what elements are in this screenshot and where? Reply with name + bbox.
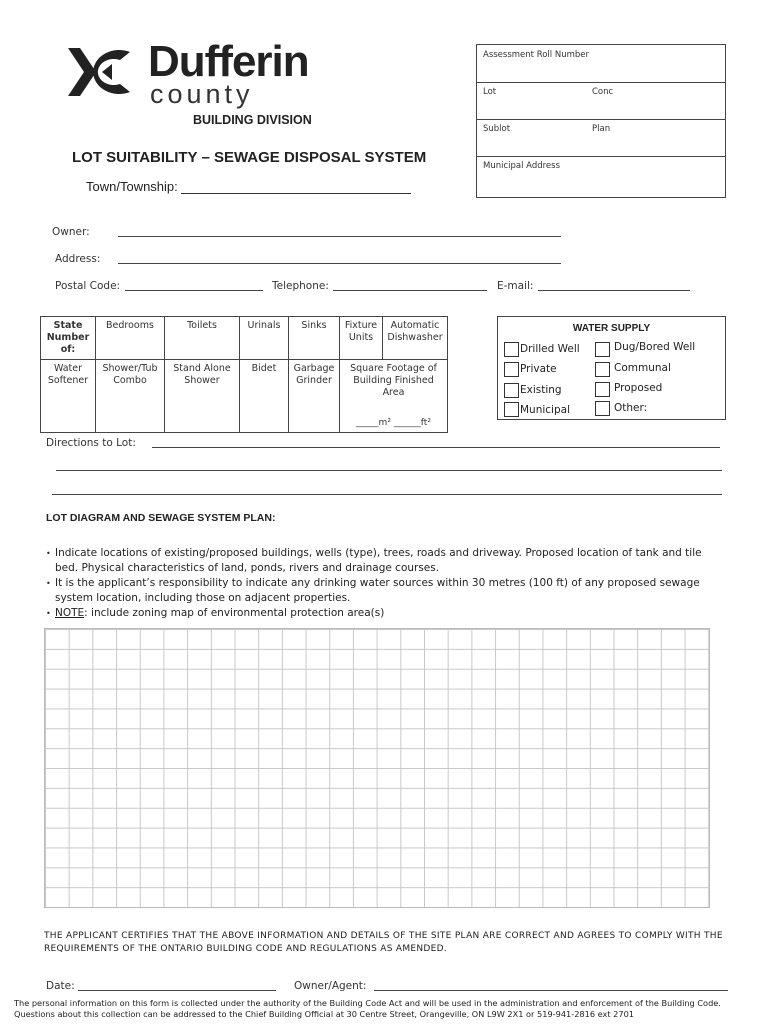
postal-code-label: Postal Code: xyxy=(55,280,121,292)
drilled-well-checkbox[interactable] xyxy=(504,342,519,357)
other-checkbox[interactable] xyxy=(595,401,610,416)
area-ft2[interactable]: ______ft² xyxy=(393,418,431,428)
municipal-checkbox[interactable] xyxy=(504,402,519,417)
directions-line-2[interactable] xyxy=(56,470,722,471)
township-field[interactable] xyxy=(86,179,411,194)
water-supply-title: WATER SUPPLY xyxy=(572,323,651,334)
dug-well-label: Dug/Bored Well xyxy=(614,341,696,353)
owner-agent-label: Owner/Agent: xyxy=(294,980,367,992)
telephone-label: Telephone: xyxy=(272,280,329,292)
instruction-item: • It is the applicant’s responsibility to indicate any drinking water sources within 30 metres (100 ft) of any proposed sewage system location, including those on adjacent properties. xyxy=(46,576,726,605)
area-m2[interactable]: _____m² xyxy=(356,418,391,428)
square-footage-cell[interactable] xyxy=(340,360,448,433)
owner-line[interactable] xyxy=(118,236,561,237)
address-label: Address: xyxy=(55,253,101,265)
existing-checkbox[interactable] xyxy=(504,383,519,398)
lot-diagram-grid[interactable] xyxy=(44,628,710,908)
stand-alone-shower-cell[interactable]: Stand Alone Shower xyxy=(165,360,240,433)
privacy-notice: The personal information on this form is collected under the authority of the Building Code Act and will be used in the administration and enforcement of the Building Code. Questions about this collection can be addressed to the Chief Building Official at 30 Centre Street, Orangeville, ON L9W 2X1 or 519-941-2816 ext 2701 xyxy=(14,998,721,1019)
water-softener-cell[interactable]: Water Softener xyxy=(41,360,96,433)
instruction-item: • Indicate locations of existing/proposed buildings, wells (type), trees, roads and driveway. Proposed location of tank and tile bed. Physical characteristics of land, ponds, rivers and drainage courses. xyxy=(46,546,726,575)
postal-code-line[interactable] xyxy=(125,290,263,291)
sublot-row[interactable] xyxy=(477,120,725,157)
lot-diagram-heading: LOT DIAGRAM AND SEWAGE SYSTEM PLAN: xyxy=(46,512,276,524)
municipal-label: Municipal xyxy=(520,404,570,416)
logo-name: Dufferin xyxy=(148,37,309,86)
telephone-line[interactable] xyxy=(333,290,487,291)
conc-label: Conc xyxy=(592,87,614,97)
drilled-well-label: Drilled Well xyxy=(520,343,580,355)
bedrooms-cell[interactable]: Bedrooms xyxy=(96,317,165,360)
other-label: Other: xyxy=(614,402,648,414)
instruction-item xyxy=(46,606,726,621)
owner-label: Owner: xyxy=(52,226,90,238)
dishwasher-cell[interactable]: Automatic Dishwasher xyxy=(383,317,448,360)
garbage-grinder-cell[interactable]: Garbage Grinder xyxy=(289,360,340,433)
note-label: NOTE xyxy=(55,607,85,619)
square-footage-label: Square Footage of Building Finished Area xyxy=(350,363,437,398)
roll-number-box xyxy=(476,44,726,198)
state-number-label: State Number of: xyxy=(41,317,96,360)
form-title: LOT SUITABILITY – SEWAGE DISPOSAL SYSTEM xyxy=(72,149,427,166)
email-label: E-mail: xyxy=(497,280,534,292)
assessment-label: Assessment Roll Number xyxy=(483,50,589,60)
toilets-cell[interactable]: Toilets xyxy=(165,317,240,360)
municipal-label: Municipal Address xyxy=(483,161,561,171)
proposed-label: Proposed xyxy=(614,382,663,394)
assessment-row[interactable] xyxy=(477,45,725,83)
sublot-label: Sublot xyxy=(483,124,511,134)
shower-tub-cell[interactable]: Shower/Tub Combo xyxy=(96,360,165,433)
date-label: Date: xyxy=(46,980,75,992)
bidet-cell[interactable]: Bidet xyxy=(240,360,289,433)
existing-label: Existing xyxy=(520,384,562,396)
instruction-list xyxy=(46,546,726,622)
water-supply-box xyxy=(497,316,726,420)
directions-label: Directions to Lot: xyxy=(46,437,136,449)
municipal-row[interactable] xyxy=(477,157,725,196)
communal-checkbox[interactable] xyxy=(595,362,610,377)
proposed-checkbox[interactable] xyxy=(595,382,610,397)
note-text: : include zoning map of environmental protection area(s) xyxy=(84,607,385,619)
private-label: Private xyxy=(520,363,557,375)
logo-subtitle: county xyxy=(150,79,254,109)
communal-label: Communal xyxy=(614,362,671,374)
certification-text: THE APPLICANT CERTIFIES THAT THE ABOVE INFORMATION AND DETAILS OF THE SITE PLAN ARE CORRECT AND AGREES TO COMPLY WITH THE REQUIREMENTS OF THE ONTARIO BUILDING CODE AND REGULATIONS AS AMENDED. xyxy=(44,931,723,954)
address-line[interactable] xyxy=(118,263,561,264)
township-label: Town/Township: xyxy=(86,179,178,194)
fixtures-table xyxy=(40,316,448,433)
area-units xyxy=(342,417,445,429)
dufferin-logo-icon xyxy=(66,44,132,100)
division-heading: BUILDING DIVISION xyxy=(193,113,312,127)
date-line[interactable] xyxy=(78,990,276,991)
urinals-cell[interactable]: Urinals xyxy=(240,317,289,360)
email-line[interactable] xyxy=(538,290,690,291)
sinks-cell[interactable]: Sinks xyxy=(289,317,340,360)
owner-agent-line[interactable] xyxy=(374,990,728,991)
lot-row[interactable] xyxy=(477,83,725,120)
lot-label: Lot xyxy=(483,87,497,97)
dug-well-checkbox[interactable] xyxy=(595,342,610,357)
directions-line-1[interactable] xyxy=(152,447,720,448)
directions-line-3[interactable] xyxy=(52,494,722,495)
plan-label: Plan xyxy=(592,124,611,134)
private-checkbox[interactable] xyxy=(504,362,519,377)
fixture-units-cell[interactable]: Fixture Units xyxy=(340,317,383,360)
township-line[interactable] xyxy=(181,181,411,194)
